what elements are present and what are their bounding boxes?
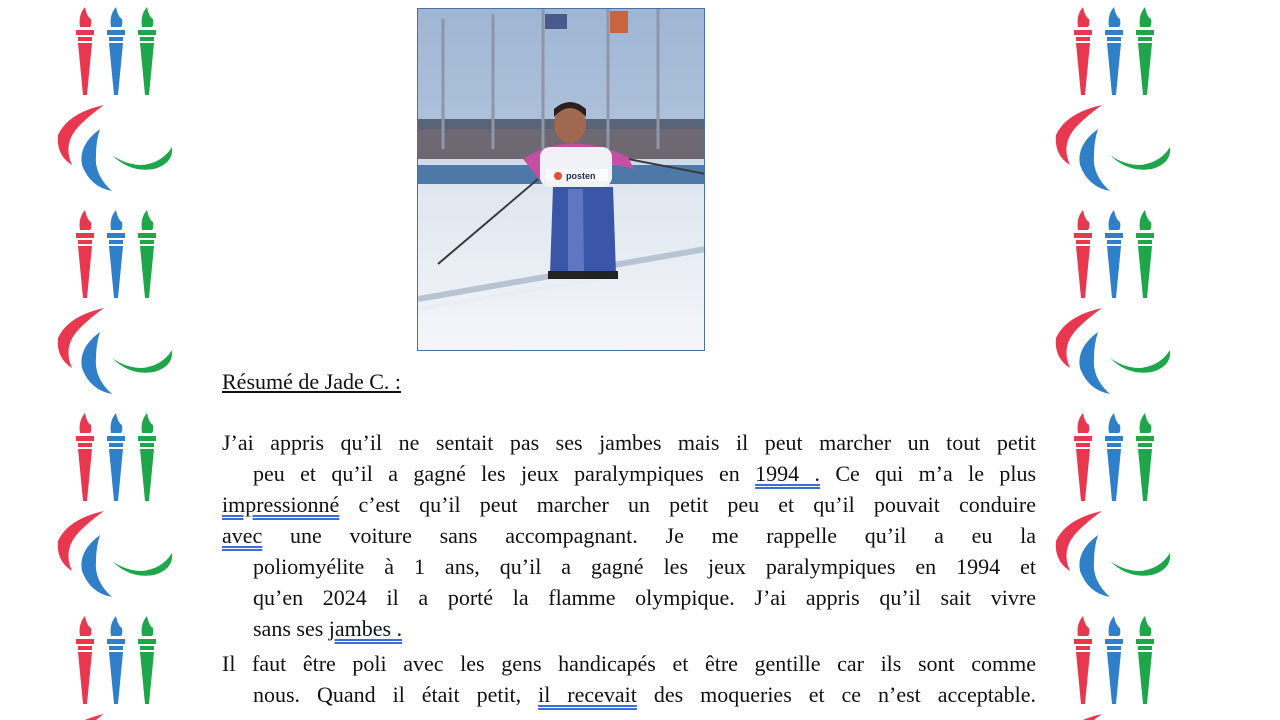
paralympic-motif [50,208,180,411]
bib-text: posten [566,171,596,181]
agitos-icon [1056,308,1170,394]
left-decorative-border [50,0,180,720]
agitos-icon [1056,714,1170,720]
p1-line-4: avec une voiture sans accompagnant. Je me rappelle qu’il a eu la [222,523,1036,548]
torch-icon [76,616,94,704]
p2-line-1: Il faut être poli avec les gens handicapés et être gentille car ils sont comme [222,651,1036,676]
torch-icon [1074,7,1092,95]
torch-icon [1105,616,1123,704]
p1-line-2: peu et qu’il a gagné les jeux paralympiques en 1994 . Ce qui m’a le plus [253,461,1037,486]
torch-icon [107,210,125,298]
paralympic-motif [1048,411,1178,614]
summary-title: Résumé de Jade C. : [222,369,402,394]
p1-line-5: poliomyélite à 1 ans, qu’il a gagné les jeux paralympiques en 1994 et [253,554,1036,579]
paralympic-motif [1048,208,1178,411]
agitos-icon [1056,511,1170,597]
right-decorative-border [1048,0,1178,720]
spellcheck-underline[interactable]: jambes . [328,616,403,641]
spellcheck-underline[interactable]: 1994 . [755,461,820,486]
agitos-icon [58,714,172,720]
torch-icon [107,413,125,501]
agitos-icon [58,308,172,394]
torch-icon [1136,7,1154,95]
p1-line-6: qu’en 2024 il a porté la flamme olympique. J’ai appris qu’il sait vivre [253,585,1036,610]
torch-icon [1105,210,1123,298]
athlete-photo [417,8,705,351]
paragraph-2 [222,648,1036,710]
torch-icon [138,616,156,704]
paralympic-motif [50,5,180,208]
torch-icon [1074,210,1092,298]
torch-icon [1136,413,1154,501]
torch-icon [76,210,94,298]
paralympic-motif [50,411,180,614]
p1-line-3: impressionné c’est qu’il peut marcher un petit peu et qu’il pouvait conduire [222,492,1036,517]
paralympic-motif [50,614,180,720]
torch-icon [76,7,94,95]
p1-line-1: J’ai appris qu’il ne sentait pas ses jambes mais il peut marcher un tout petit [222,430,1036,455]
torch-icon [1105,7,1123,95]
agitos-icon [58,105,172,191]
p1-line-7: sans ses jambes . [253,616,403,641]
torch-icon [107,616,125,704]
torch-icon [1074,413,1092,501]
spellcheck-underline[interactable]: impressionné [222,492,340,517]
torch-icon [76,413,94,501]
paralympic-motif [1048,614,1178,720]
agitos-icon [58,511,172,597]
torch-icon [138,7,156,95]
torch-icon [1074,616,1092,704]
torch-icon [138,210,156,298]
torch-icon [1136,210,1154,298]
paragraph-1 [222,427,1036,644]
spellcheck-underline[interactable]: avec [222,523,263,548]
p2-line-2: nous. Quand il était petit, il recevait des moqueries et ce n’est acceptable. [253,682,1037,707]
torch-icon [138,413,156,501]
spellcheck-underline[interactable]: il recevait [538,682,637,707]
agitos-icon [1056,105,1170,191]
torch-icon [1105,413,1123,501]
torch-icon [107,7,125,95]
paralympic-motif [1048,5,1178,208]
torch-icon [1136,616,1154,704]
